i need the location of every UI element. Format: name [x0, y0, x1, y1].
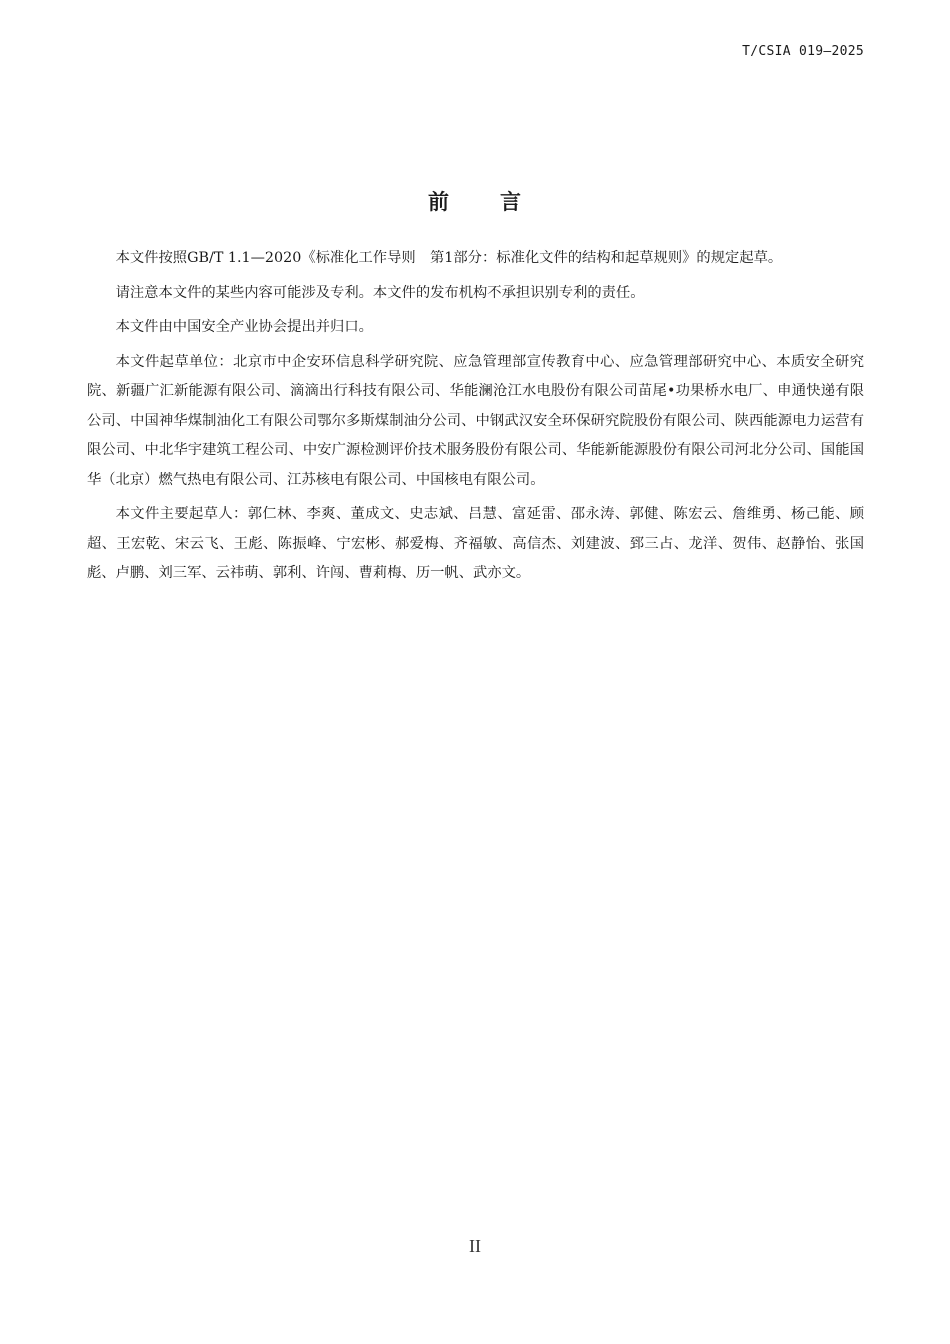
section-title-char-2: 言 [500, 190, 522, 214]
paragraph-drafting-units: 本文件起草单位：北京市中企安环信息科学研究院、应急管理部宣传教育中心、应急管理部研究中心、本质安全研究院、新疆广汇新能源有限公司、滴滴出行科技有限公司、华能澜沧江水电股份有限公司苗尾•功果桥水电厂、申通快递有限公司、中国神华煤制油化工有限公司鄂尔多斯煤制油分公司、中钢武汉安全环保研究院股份有限公司、陕西能源电力运营有限公司、中北华宇建筑工程公司、中安广源检测评价技术服务股份有限公司、华能新能源股份有限公司河北分公司、国能国华（北京）燃气热电有限公司、江苏核电有限公司、中国核电有限公司。 [87, 353, 864, 488]
section-title-char-1: 前 [428, 190, 450, 214]
paragraph-proposer: 本文件由中国安全产业协会提出并归口。 [115, 319, 373, 335]
section-title [0, 186, 950, 216]
paragraph-drafters: 本文件主要起草人：郭仁林、李爽、董成文、史志斌、吕慧、富延雷、邵永涛、郭健、陈宏云、詹维勇、杨己能、顾超、王宏乾、宋云飞、王彪、陈振峰、宁宏彬、郝爱梅、齐福敏、高信杰、刘建波、郅三占、龙洋、贺伟、赵静怡、张国彪、卢鹏、刘三军、云祎萌、郭利、许闯、曹莉梅、历一帆、武亦文。 [87, 506, 864, 581]
foreword-body [87, 244, 864, 594]
standard-code: T/CSIA 019—2025 [742, 44, 864, 59]
page-number: II [469, 1236, 481, 1256]
paragraph-patent-notice: 请注意本文件的某些内容可能涉及专利。本文件的发布机构不承担识别专利的责任。 [115, 284, 645, 301]
paragraph-drafting-rules: 本文件按照GB/T 1.1—2020《标准化工作导则 第1部分：标准化文件的结构和起草规则》的规定起草。 [115, 250, 783, 266]
